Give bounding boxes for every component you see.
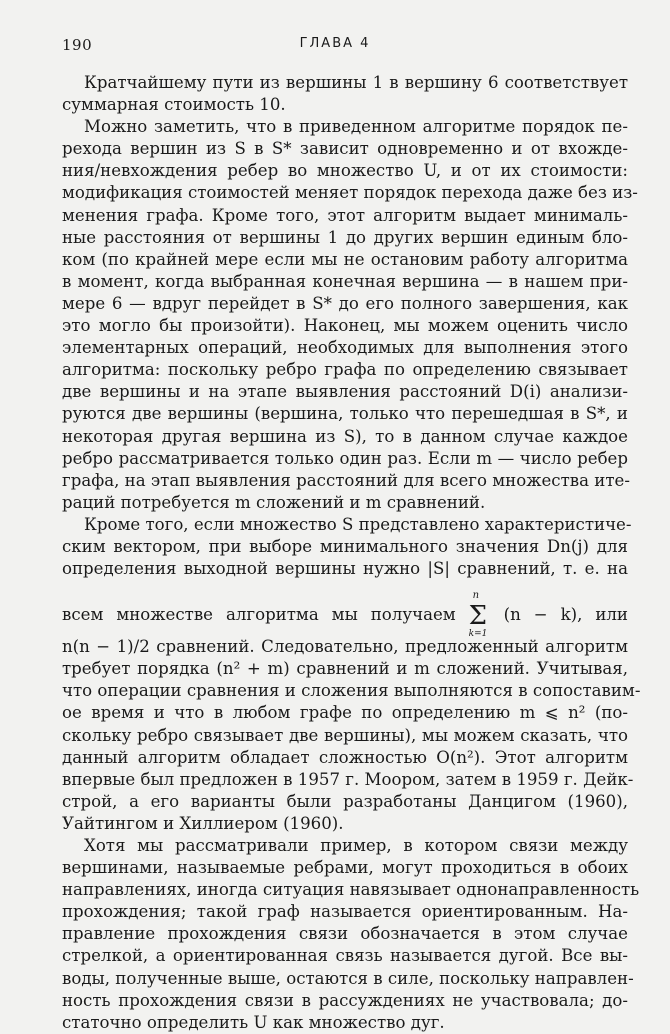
chapter-title: ГЛАВА 4 [299, 36, 371, 51]
text-line: некоторая другая вершина из S), то в данном случае каждое [62, 426, 628, 446]
text-line: алгоритма: поскольку ребро графа по определению связывает [62, 360, 628, 380]
paragraph-4 [62, 835, 640, 1034]
text-line: n(n − 1)/2 сравнений. Следовательно, предложенный алгоритм [62, 637, 628, 657]
summation-symbol: Σ n k=1 [469, 605, 491, 627]
text-line: статочно определить U как множество дуг. [62, 1012, 445, 1032]
text-line: ребро рассматривается только один раз. Если m — число ребер [62, 448, 628, 468]
text-line: данный алгоритм обладает сложностью O(n²). Этот алгоритм [62, 747, 628, 767]
text-line: ные расстояния от вершины 1 до других вершин единым бло- [62, 227, 628, 247]
sum-lower-limit: k=1 [468, 628, 488, 639]
text-line: ность прохождения связи в рассуждениях не участвовала; до- [62, 990, 628, 1010]
text-line: впервые был предложен в 1957 г. Моором, затем в 1959 г. Дейк- [62, 769, 634, 789]
text-line: Кратчайшему пути из вершины 1 в вершину 6 соответствует [84, 73, 628, 92]
paragraph-1 [62, 72, 628, 116]
text-line: ния/невхождения ребер во множество U, и от их стоимости: [62, 161, 628, 181]
text-line: Кроме того, если множество S представлено характеристиче- [84, 514, 632, 534]
text-line: прохождения; такой граф называется ориентированным. На- [62, 902, 628, 922]
text-fragment: всем множестве алгоритма мы получаем [62, 605, 456, 625]
text-fragment: (n − k), или [503, 605, 628, 625]
page-number: 190 [62, 36, 93, 54]
text-line: Хотя мы рассматривали пример, в котором связи между [84, 836, 628, 855]
text-line: Можно заметить, что в приведенном алгоритме порядок пе- [84, 117, 628, 137]
running-head [62, 36, 608, 56]
text-line: это могло бы произойти). Наконец, мы можем оценить число [62, 316, 628, 336]
text-line: правление прохождения связи обозначается в этом случае [62, 924, 628, 944]
text-line: ое время и что в любом графе по определению m ⩽ n² (по- [62, 703, 628, 723]
text-line: мере 6 — вдруг перейдет в S* до его полного завершения, как [62, 293, 628, 313]
text-line: что операции сравнения и сложения выполняются в сопоставим- [62, 681, 641, 701]
text-line: руются две вершины (вершина, только что перешедшая в S*, и [62, 404, 628, 424]
text-line: раций потребуется m сложений и m сравнений. [62, 492, 486, 512]
text-line: определения выходной вершины нужно |S| сравнений, т. е. на [62, 559, 628, 579]
text-line: строй, а его варианты были разработаны Данцигом (1960), [62, 791, 628, 811]
text-line: в момент, когда выбранная конечная вершина — в нашем при- [62, 271, 628, 291]
text-line: модификация стоимостей меняет порядок перехода даже без из- [62, 183, 638, 203]
summation-line [62, 580, 628, 639]
text-line: суммарная стоимость 10. [62, 95, 286, 115]
text-line: элементарных операций, необходимых для выполнения этого [62, 338, 628, 358]
text-line: менения графа. Кроме того, этот алгоритм выдает минималь- [62, 205, 628, 225]
text-line: вершинами, называемые ребрами, могут проходиться в обоих [62, 858, 628, 878]
text-line: ком (по крайней мере если мы не остановим работу алгоритма [62, 249, 628, 269]
text-line: воды, полученные выше, остаются в силе, поскольку направлен- [62, 968, 634, 988]
text-line: ским вектором, при выборе минимального значения Dn(j) для [62, 536, 628, 556]
text-line: рехода вершин из S в S* зависит одновременно и от вхожде- [62, 139, 628, 159]
paragraph-2 [62, 116, 638, 514]
text-line: Уайтингом и Хиллиером (1960). [62, 813, 344, 833]
text-line: требует порядка (n² + m) сравнений и m сложений. Учитывая, [62, 659, 628, 679]
text-line: стрелкой, а ориентированная связь называется дугой. Все вы- [62, 946, 628, 966]
sum-upper-limit: n [472, 589, 480, 601]
text-line: графа, на этап выявления расстояний для всего множества ите- [62, 470, 630, 490]
text-line: скольку ребро связывает две вершины), мы можем сказать, что [62, 725, 628, 745]
text-line: направлениях, иногда ситуация навязывает однонаправленность [62, 880, 640, 900]
paragraph-3 [62, 514, 641, 835]
text-line: две вершины и на этапе выявления расстояний D(i) анализи- [62, 382, 628, 402]
body-text [62, 72, 641, 1034]
